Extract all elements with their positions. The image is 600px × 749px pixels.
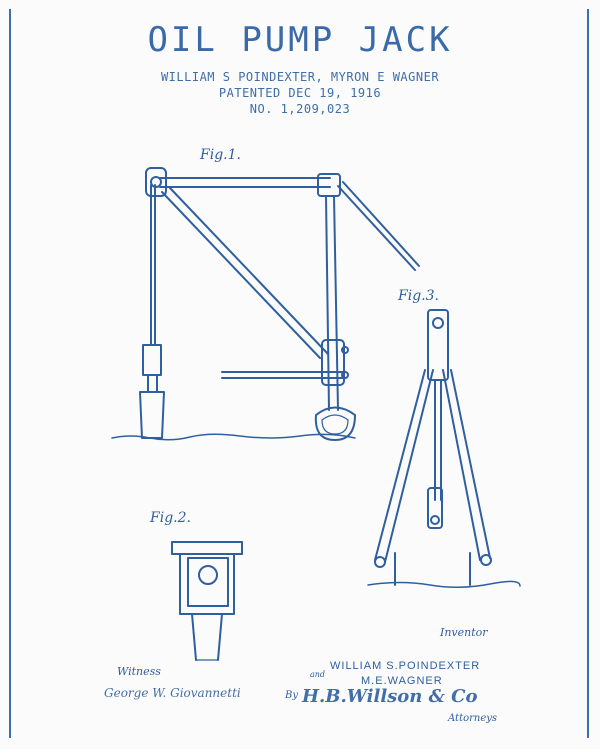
inventors-line: WILLIAM S POINDEXTER, MYRON E WAGNER <box>160 70 440 84</box>
figure-3-label: Fig.3. <box>398 288 439 304</box>
and-label: and <box>310 670 326 679</box>
figure-3-drawing <box>368 310 520 587</box>
attorneys-label: Attorneys <box>448 713 498 724</box>
inventor-label: Inventor <box>440 626 488 639</box>
page-title: OIL PUMP JACK <box>147 20 453 60</box>
figure-2-drawing <box>172 542 242 660</box>
patent-number: NO. 1,209,023 <box>249 102 351 116</box>
figure-2-label: Fig.2. <box>150 510 191 526</box>
witness-label: Witness <box>117 665 161 678</box>
figure-1-label: Fig.1. <box>200 147 241 163</box>
attorney-signature: H.B.Willson & Co <box>302 686 478 707</box>
patent-date: PATENTED DEC 19, 1916 <box>218 86 382 100</box>
by-label: By <box>285 690 298 701</box>
inventor-1-name: WILLIAM S.POINDEXTER <box>330 660 481 672</box>
inventor-2-name: M.E.WAGNER <box>361 675 443 687</box>
figure-1-drawing <box>112 168 419 440</box>
witness-signature: George W. Giovannetti <box>104 686 241 700</box>
